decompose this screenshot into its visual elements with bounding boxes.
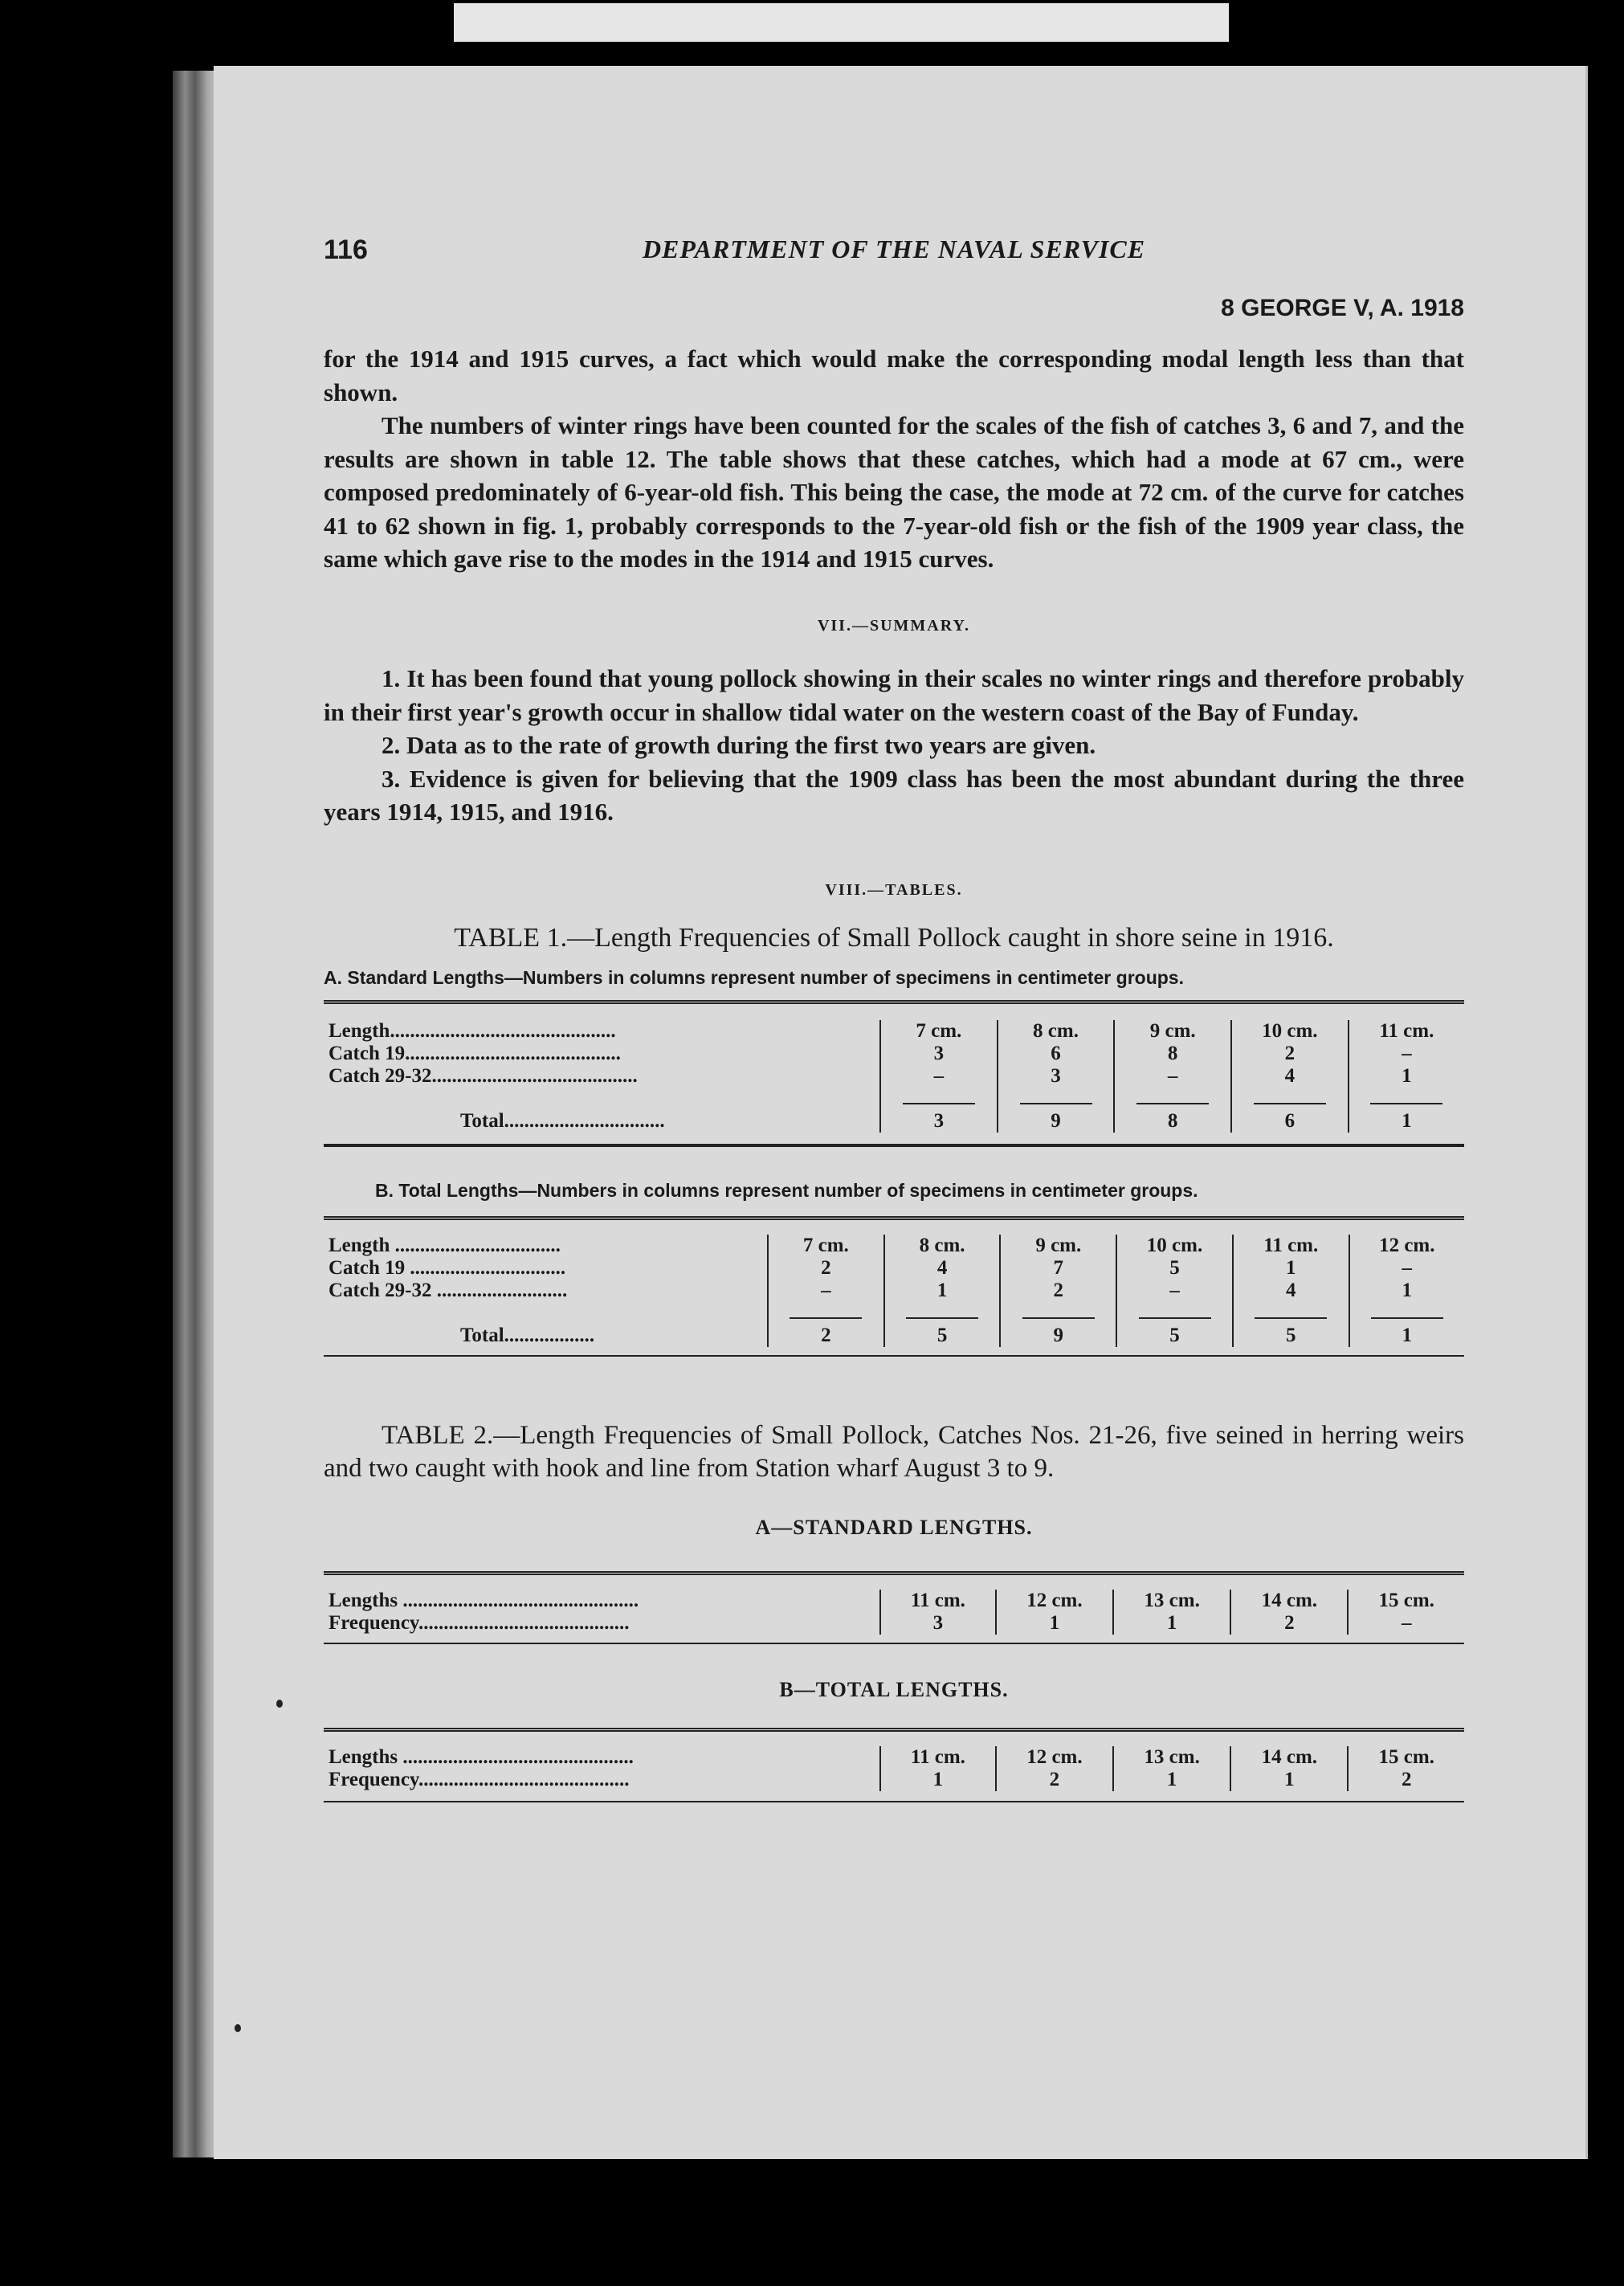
running-header [324, 235, 1464, 275]
table-cell: 1 [1349, 1065, 1464, 1088]
table-cell: 10 cm. [1231, 1020, 1349, 1043]
table-cell: 2 [768, 1257, 884, 1280]
table-cell: 8 cm. [884, 1235, 1001, 1257]
table-cell: 2 [1348, 1769, 1464, 1791]
table-cell: 1 [1349, 1110, 1464, 1133]
table-cell: 15 cm. [1348, 1590, 1464, 1612]
table-row [324, 1769, 1464, 1791]
table2b-heading: B—TOTAL LENGTHS. [779, 1678, 1009, 1701]
table-cell: – [1349, 1043, 1464, 1065]
summary-item-2: 2. Data as to the rate of growth during the first two years are given. [382, 731, 1096, 759]
table-cell: 1 [1233, 1257, 1349, 1280]
table-cell: 1 [884, 1280, 1001, 1302]
table-cell: 7 cm. [880, 1020, 998, 1043]
table1b-caption: B. Total Lengths—Numbers in columns represent number of specimens in centimeter groups. [375, 1179, 1198, 1201]
table-row [324, 1043, 1464, 1065]
scan-speck [235, 2024, 241, 2032]
table-cell: 8 [1114, 1110, 1231, 1133]
table1a [324, 1020, 1464, 1133]
table-cell: 8 [1114, 1043, 1231, 1065]
table-row [324, 1325, 1464, 1347]
table-cell: 10 cm. [1116, 1235, 1233, 1257]
table-cell: 11 cm. [1233, 1235, 1349, 1257]
film-strip-top [454, 3, 1229, 42]
table-cell: 2 [768, 1325, 884, 1347]
table-cell: 8 cm. [998, 1020, 1115, 1043]
table-row [324, 1257, 1464, 1280]
table-cell: 13 cm. [1113, 1746, 1230, 1769]
table-cell: 2 [1000, 1280, 1116, 1302]
table-cell: 5 [1233, 1325, 1349, 1347]
row-label: Lengths .............................................. [328, 1745, 634, 1768]
tables-heading: VIII.—TABLES. [825, 880, 963, 899]
table-cell: 1 [1230, 1769, 1348, 1791]
table-cell: 3 [880, 1043, 998, 1065]
table-cell: 4 [1231, 1065, 1349, 1088]
table-cell: 12 cm. [996, 1590, 1113, 1612]
table-cell: 2 [1231, 1043, 1349, 1065]
table-cell: 9 cm. [1000, 1235, 1116, 1257]
table-cell: 3 [998, 1065, 1115, 1088]
table-cell: 9 [1000, 1325, 1116, 1347]
table-row [324, 1612, 1464, 1635]
table-cell: – [1114, 1065, 1231, 1088]
table-cell: 9 cm. [1114, 1020, 1231, 1043]
table-cell: 7 cm. [768, 1235, 884, 1257]
scan-speck [276, 1700, 283, 1708]
row-label: Lengths ............................................... [328, 1590, 639, 1611]
table-cell: 14 cm. [1230, 1746, 1348, 1769]
table-row [324, 1235, 1464, 1257]
row-label: Total.................. [460, 1324, 595, 1346]
page-body [324, 342, 1464, 1802]
table-cell: 4 [1233, 1280, 1349, 1302]
table-cell: 13 cm. [1113, 1590, 1230, 1612]
table2-caption: TABLE 2.—Length Frequencies of Small Pollock, Catches Nos. 21-26, five seined in herring weirs and two caught with hook and line from Station wharf August 3 to 9. [324, 1420, 1464, 1483]
table-cell: 6 [1231, 1110, 1349, 1133]
department-title: DEPARTMENT OF THE NAVAL SERVICE [642, 235, 1146, 263]
table2b-bottom-rule [324, 1801, 1464, 1802]
table1a-caption: A. Standard Lengths—Numbers in columns represent number of specimens in centimeter groups. [324, 966, 1184, 988]
table-cell: 9 [998, 1110, 1115, 1133]
table-cell: 11 cm. [880, 1590, 996, 1612]
row-label: Length............................................. [328, 1019, 616, 1042]
table-row [324, 1110, 1464, 1133]
table-cell: 4 [884, 1257, 1001, 1280]
table-cell: 5 [1116, 1325, 1233, 1347]
summary-item-3: 3. Evidence is given for believing that the 1909 class has been the most abundant during the three years 1914, 1915, and 1916. [324, 764, 1464, 826]
row-label: Catch 29-32......................................... [328, 1064, 638, 1087]
table-cell: 7 [1000, 1257, 1116, 1280]
row-label: Frequency.......................................... [328, 1612, 630, 1634]
table-row [324, 1020, 1464, 1043]
row-label: Catch 19........................................... [328, 1042, 621, 1064]
table-cell: 1 [1113, 1769, 1230, 1791]
paragraph-winter-rings: The numbers of winter rings have been counted for the scales of the fish of catches 3, 6 and 7, and the results are shown in table 12. The table shows that these catches, which had a mode at 67 cm., were composed predominately of 6-year-old fish. This being the case, the mode at 72 cm. of the curve for catches 41 to 62 shown in fig. 1, probably corresponds to the 7-year-old fish or the fish of the 1909 year class, the same which gave rise to the modes in the 1914 and 1915 curves. [324, 411, 1464, 573]
row-label: Catch 29-32 .......................... [328, 1279, 568, 1301]
table-row [324, 1280, 1464, 1302]
table-cell: 15 cm. [1348, 1746, 1464, 1769]
table-row [324, 1302, 1464, 1325]
table-cell: – [880, 1065, 998, 1088]
table-cell: 2 [996, 1769, 1113, 1791]
table-cell: 12 cm. [1349, 1235, 1464, 1257]
table-cell: 11 cm. [1349, 1020, 1464, 1043]
table-row [324, 1088, 1464, 1110]
table-row [324, 1065, 1464, 1088]
table1-caption: TABLE 1.—Length Frequencies of Small Pollock caught in shore seine in 1916. [454, 923, 1334, 953]
row-label: Total................................ [460, 1109, 665, 1132]
table2a [324, 1590, 1464, 1635]
table-row [324, 1746, 1464, 1769]
table-cell: 2 [1230, 1612, 1348, 1635]
table-cell: 14 cm. [1230, 1590, 1348, 1612]
table-cell: 1 [1113, 1612, 1230, 1635]
row-label: Catch 19 ............................... [328, 1256, 566, 1279]
table-cell: 1 [996, 1612, 1113, 1635]
table-cell: 6 [998, 1043, 1115, 1065]
table-cell: 3 [880, 1110, 998, 1133]
table-cell: 3 [880, 1612, 996, 1635]
paragraph-continued: for the 1914 and 1915 curves, a fact which would make the corresponding modal length less than that shown. [324, 345, 1464, 406]
table-cell: – [1116, 1280, 1233, 1302]
book-page [214, 66, 1588, 2159]
table-cell: 1 [880, 1769, 996, 1791]
table2b [324, 1746, 1464, 1791]
row-label: Length ................................. [328, 1234, 561, 1256]
table-cell: 1 [1349, 1325, 1464, 1347]
table-cell: 12 cm. [996, 1746, 1113, 1769]
summary-item-1: 1. It has been found that young pollock showing in their scales no winter rings and therefore probably in their first year's growth occur in shallow tidal water on the western coast of the Bay of Funday. [324, 664, 1464, 726]
table-row [324, 1590, 1464, 1612]
row-label: Frequency.......................................... [328, 1768, 630, 1790]
table-cell: – [1349, 1257, 1464, 1280]
table1b [324, 1235, 1464, 1347]
page-number: 116 [324, 235, 368, 265]
session-label: 8 GEORGE V, A. 1918 [1221, 295, 1464, 321]
table-cell: 11 cm. [880, 1746, 996, 1769]
summary-heading: VII.—SUMMARY. [817, 616, 971, 635]
table-cell: 1 [1349, 1280, 1464, 1302]
table-cell: – [1348, 1612, 1464, 1635]
table-cell: 5 [884, 1325, 1001, 1347]
table2a-heading: A—STANDARD LENGTHS. [755, 1515, 1033, 1539]
table-cell: 5 [1116, 1257, 1233, 1280]
table-cell: – [768, 1280, 884, 1302]
